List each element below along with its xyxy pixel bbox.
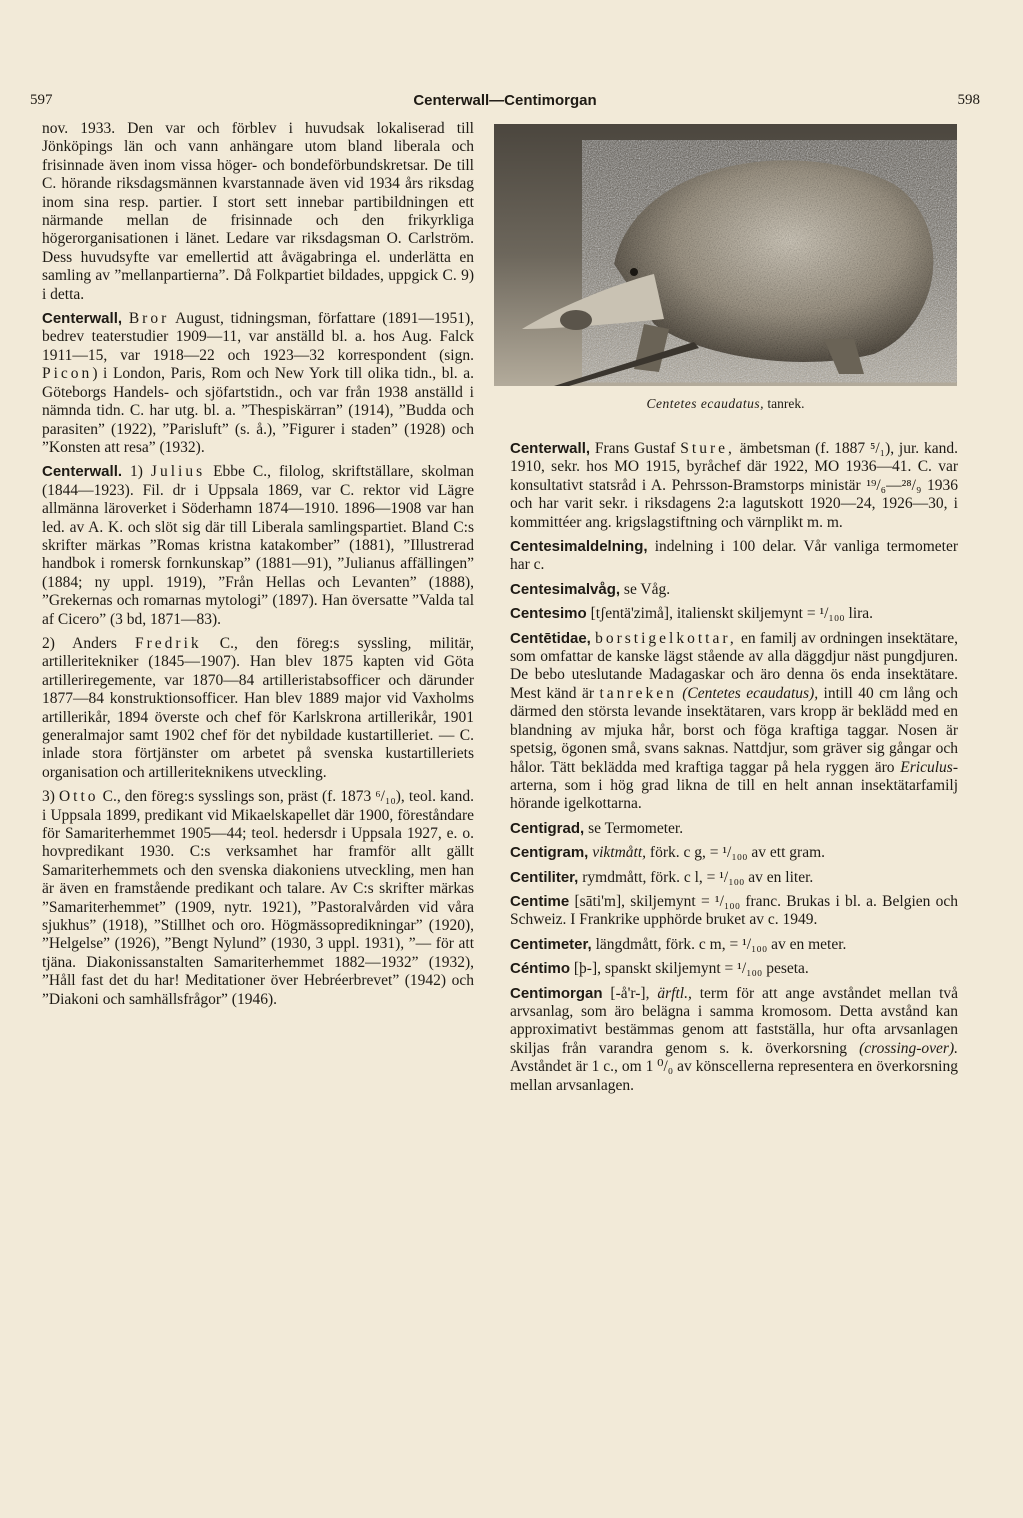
entry-lemma: Centime [510,892,570,910]
entry-given-name: Sture, [680,440,735,457]
entry-given-name: Julius [150,463,206,481]
entry-anders-fredrik: 2) Anders Fredrik C., den föreg:s syssling, militär, artilleritekniker (1845—1907). Han blev 1875 kapten vid Göta artilleriregemente, var 1870—84 artilleristabsofficer och därunder 1877—84 konstruktionsofficer. Han blev 1889 major vid Vaxholms artillerikår, 1894 överste och chef för Karlskrona artillerikår, 1901 generalmajor samt 1902 chef för det nybildade kustartilleriet. — C. inlade stora förtjänster om arbetet på svenska kustartilleriets organisation och artilleriteknikens utveckling. [42,634,475,781]
entry-centesimo: Centesimo [tʃentä'zimå], italienskt skiljemynt = ¹/₁₀₀ lira. [510,605,874,623]
page-number-right: 598 [957,92,980,108]
running-header [30,92,980,114]
entry-centimeter: Centimeter, längdmått, förk. c m, = ¹/₁₀₀ av en meter. [510,935,847,953]
entry-centimorgan: Centimorgan [-å'r-], ärftl., term för att ange avståndet mellan två arvsanlag, som äro belägna i samma kromosom. Detta avstånd kan approximativt bestämmas genom att fastställa, hur ofta arvsanlagen skiljas från varandra genom s. k. överkorsning (crossing-over). Avståndet är 1 c., om 1 ⁰/₀ av könscellerna representera en överkorsning mellan arvsanlagen. [510,984,959,1094]
entry-given-name: Bror [128,310,170,328]
entry-centesimaldelning: Centesimaldelning, indelning i 100 delar. Vår vanliga termometer har c. [510,538,959,574]
entry-centesimalvag: Centesimalvåg, se Våg. [510,580,671,598]
entry-lemma: Centesimo [510,605,587,623]
entry-lemma: Centerwall, [510,440,591,457]
entry-lemma: Centiliter, [510,868,579,886]
entry-centimo: Céntimo [þ-], spanskt skiljemynt = ¹/₁₀₀ peseta. [510,960,809,978]
right-column [510,440,958,1101]
entry-given-name: Fredrik [135,634,202,652]
entry-centigram: Centigram, viktmått, förk. c g, = ¹/₁₀₀ av ett gram. [510,844,826,862]
entry-lemma: Centesimalvåg, [510,580,621,598]
tenrec-photo [494,124,957,386]
entry-sture-centerwall: Centerwall, Frans Gustaf Sture, ämbetsman (f. 1887 ⁵/₁), jur. kand. 1910, sekr. hos MO 1915, byråchef där 1922, MO 1936—41. C. var konsultativt statsråd i A. Pehrsson-Bramstorps ministär ¹⁹/₆—²⁸/₉ 1936 och har varit sekr. i riksdagens 2:a lagutskott 1920—24, 1926—30, i kommittéer ang. krigslagstiftning och värnplikt m. m. [510,440,958,531]
entry-otto: 3) Otto C., den föreg:s sysslings son, präst (f. 1873 ⁶/₁₀), teol. kand. i Uppsala 1899, predikant vid Mikaelskapellet där 1900, föreståndare för Samariterhemmet 1905—44; teol. hedersdr i Uppsala 1927, e. o. hovpredikant 1930. C:s verksamhet har framför allt gällt Samariterhemmets och den svenska diakoniens utveckling, men han är även en framstående predikant och talare. Av C:s skrifter märkas ”Samariterhemmet” (1909, nytr. 1921), ”Pastoralvården vid våra sjukhus” (1918), ”Stillhet och oro. Högmässopredikningar” (1920), ”Helgelse” (1926), ”Bengt Nylund” (1930, 3 uppl. 1931), ”— för att tjäna. Diakonissanstalten Samariterhemmet 1882—1932” (1932), ”Håll fast det du har! Meditationer över Hebréerbrevet” (1942) och ”Diakoni och samhällsfrågor” (1946). [42,788,475,1008]
caption-common-name: tanrek. [767,396,805,411]
entry-julius-centerwall: Centerwall. 1) Julius Ebbe C., filolog, skriftställare, skolman (1844—1923). Fil. dr i Uppsala 1869, var C. rektor vid Lägre allmänna läroverket i Söderhamn 1874—1910. 1896—1908 var han led. av A. K. och slöt sig där till Liberala samlingspartiet. Bland C:s skrifter märkas ”Romas kristna katakomber” (1881), ”Illustrerad handbok i romersk fornkunskap” (1881—91), ”Julianus affällingen” (1884; ny uppl. 1919), ”Från Hellas och Levanten” (1888), ”Grekernas och romarnas mytologi” (1897). Han översatte ”Valda tal af Cicero” (3 bd, 1871—83). [42,463,475,628]
running-title: Centerwall—Centimorgan [413,92,597,109]
entry-lemma: Centētidae, [510,629,591,647]
entry-lemma: Centerwall, [42,310,123,328]
entry-lemma: Centimorgan [510,984,603,1002]
signature-name: Picon [42,365,93,383]
entry-centetidae: Centētidae, borstigelkottar, en familj av ordningen insektätare, som omfattar de kanske lägst stående av alla däggdjur näst pungdjuren. De bebo uteslutande Madagaskar och äro denna ös enda insektätare. Mest känd är tanreken (Centetes ecaudatus), intill 40 cm lång och därmed den största levande insektätaren, vars kropp är beklädd med en blandning av mjuka hår, borst och föga kraftiga taggar. Nosen är spetsig, ögonen små, svans saknas. Nattdjur, som gräver sig gångar och hålor. Tätt beklädda med kraftiga taggar på hela ryggen äro Ericulus-arterna, som i hög grad likna de till en helt annan insektätarfamilj hörande igelkottarna. [510,629,959,813]
entry-lemma: Centesimaldelning, [510,538,648,556]
entry-centigrad: Centigrad, se Termometer. [510,819,684,837]
entry-bror-centerwall: Centerwall, Bror August, tidningsman, författare (1891—1951), bedrev teaterstudier 1909—11, var anställd bl. a. hos Aug. Falck 1911—15, var 1918—22 och 1923—32 korrespondent (sign. Picon) i London, Paris, Rom och New York till olika tidn., bl. a. Göteborgs Handels- och sjöfartstidn., och var från 1938 anställd i nämnda tidn. C. har utg. bl. a. ”Thespiskärran” (1914), ”Budda och parasiten” (1922), ”Parisluft” (s. å.), ”Figurer i staden” (1928) och ”Konsten att resa” (1932). [42,310,474,456]
page-number-left: 597 [30,92,53,108]
entry-centime: Centime [sāti'm], skiljemynt = ¹/₁₀₀ franc. Brukas i bl. a. Belgien och Schweiz. I Frankrike upphörde bruket av c. 1949. [510,892,959,929]
entry-lemma: Céntimo [510,960,570,978]
entry-lemma: Centigrad, [510,819,585,837]
figure-caption [494,396,957,412]
entry-lemma: Centigram, [510,844,589,862]
continued-text: nov. 1933. Den var och förblev i huvudsak lokaliserad till Jönköpings län och vann anhängare utom bland liberala och frisinnade även inom vissa höger- och bondeförbundskretsar. De till C. hörande riksdagsmännen kvarstannade även vid 1934 års riksdag inom sina resp. partier. I stort sett innebar partibildningen ett närmande mellan de frisinnade och den frikyrkliga högerorganisationen i länet. Ledare var riksdagsman O. Carlström. Dess huvudsyfte var emellertid att åvägabringa el. underlätta en samling av ”mellanpartierna”. Då Folkpartiet bildades, uppgick C. 9) i detta. [42,120,474,303]
entry-centiliter: Centiliter, rymdmått, förk. c l, = ¹/₁₀₀ av en liter. [510,868,814,886]
entry-lemma: Centimeter, [510,935,592,953]
caption-species: Centetes ecaudatus, [646,396,764,411]
entry-lemma: Centerwall. [42,463,123,481]
left-column [42,120,474,1015]
entry-given-name: Otto [58,788,99,806]
